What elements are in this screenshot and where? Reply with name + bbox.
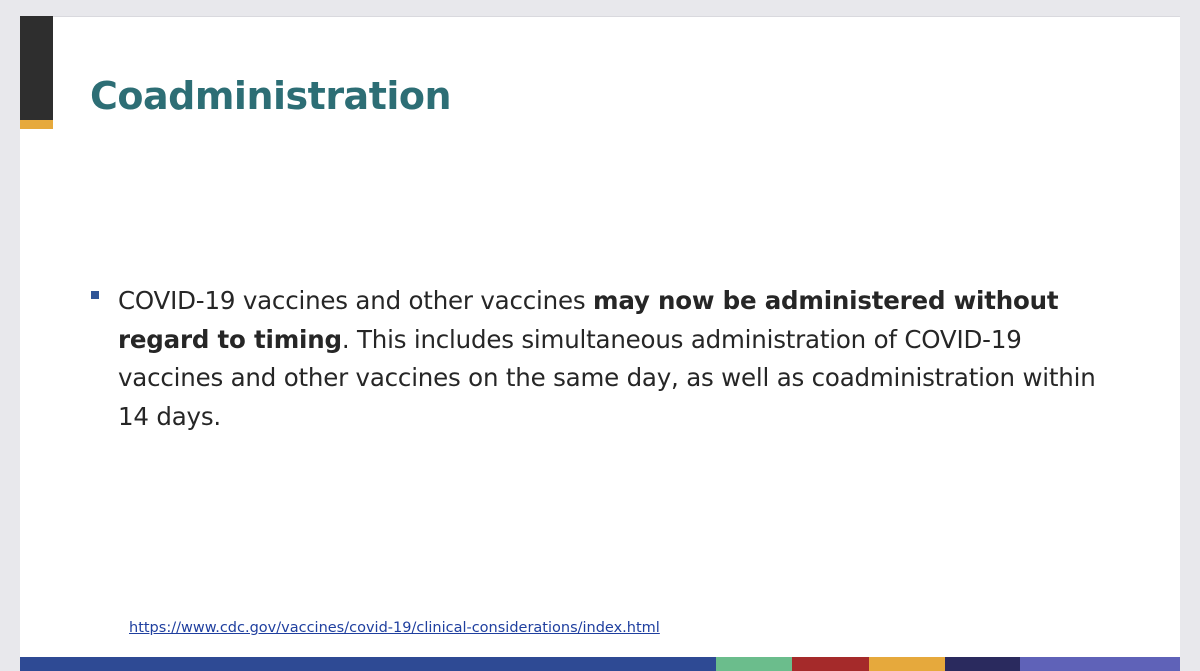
title-accent-gold-stripe bbox=[20, 120, 53, 129]
footer-segment-gold bbox=[869, 657, 945, 671]
bullet-text-bold: may now be administered without regard to timing bbox=[118, 286, 1059, 354]
slide-top-border bbox=[20, 16, 1180, 17]
slide-title: Coadministration bbox=[90, 74, 452, 118]
source-link[interactable]: https://www.cdc.gov/vaccines/covid-19/clinical-considerations/index.html bbox=[129, 620, 660, 636]
footer-segment-red bbox=[792, 657, 869, 671]
title-accent-bar bbox=[20, 16, 53, 120]
bullet-item bbox=[91, 282, 1101, 436]
footer-segment-purple bbox=[1020, 657, 1180, 671]
slide bbox=[20, 16, 1180, 671]
bullet-text-part-2: . This includes simultaneous administration of COVID-19 vaccines and other vaccines on the same day, as well as coadministration within 14 days. bbox=[118, 324, 1096, 431]
bullet-text-part-1: COVID-19 vaccines and other vaccines bbox=[118, 286, 593, 315]
footer-segment-blue bbox=[20, 657, 716, 671]
footer-color-bar bbox=[20, 657, 1180, 671]
footer-segment-green bbox=[716, 657, 792, 671]
bullet-text bbox=[118, 282, 1101, 436]
square-bullet-icon bbox=[91, 291, 99, 299]
footer-segment-navy bbox=[945, 657, 1020, 671]
